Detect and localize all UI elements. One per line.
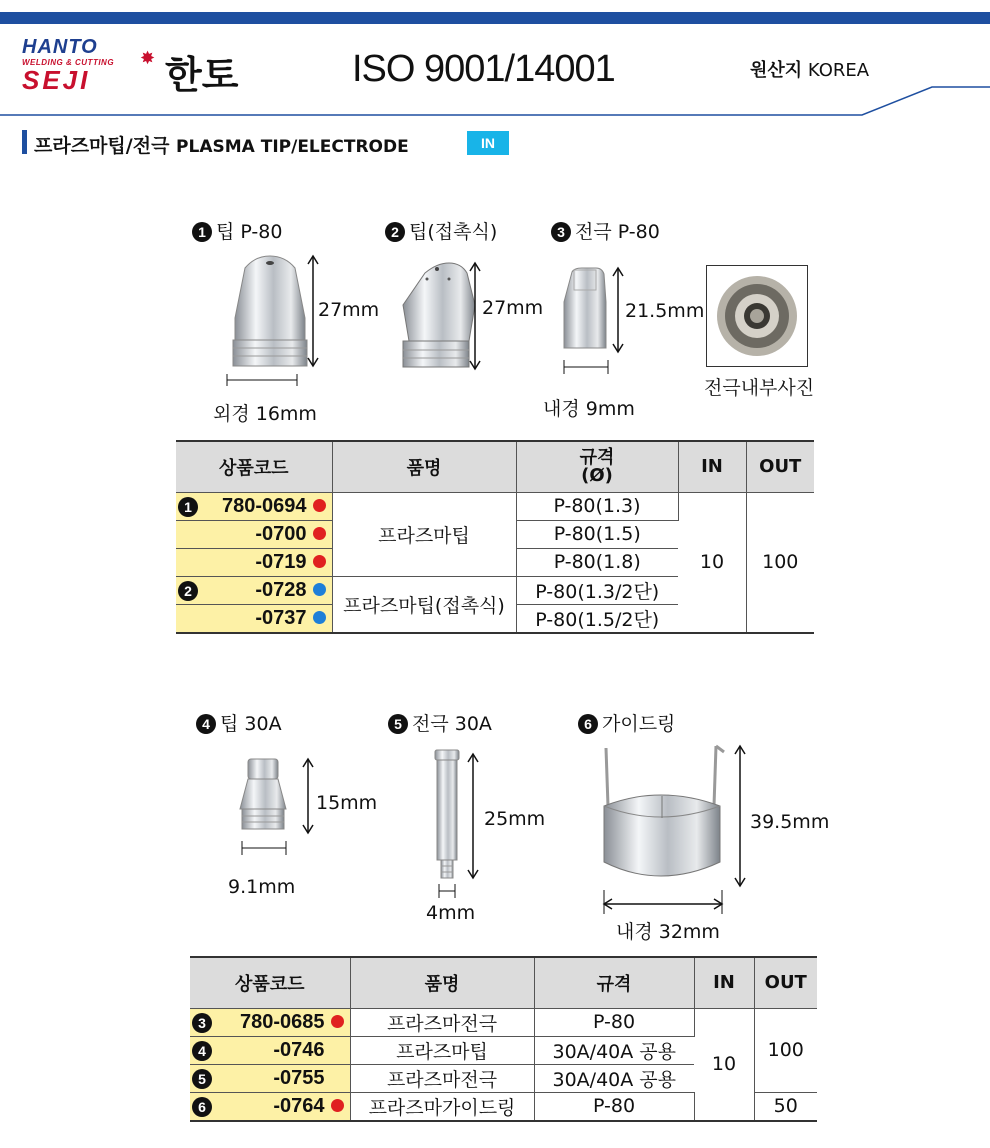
product-name: 팁 30A bbox=[220, 713, 282, 735]
red-dot-icon bbox=[331, 1099, 344, 1112]
product-spec: 30A/40A 공용 bbox=[534, 1064, 694, 1092]
logo-star-icon: ✸ bbox=[140, 48, 156, 69]
blue-dot-icon bbox=[313, 583, 326, 596]
brand-name: 한토 bbox=[165, 53, 239, 97]
product-spec: P-80(1.3) bbox=[516, 492, 678, 520]
product-name: 전극 P-80 bbox=[575, 221, 660, 243]
origin-info bbox=[750, 56, 869, 82]
product-code: -0719 bbox=[255, 550, 307, 573]
product-label-6 bbox=[578, 709, 675, 736]
product-code-cell bbox=[176, 520, 332, 548]
out-qty: 50 bbox=[754, 1092, 817, 1121]
product-code-cell bbox=[190, 1036, 350, 1064]
product-label-5 bbox=[388, 709, 492, 736]
product-name: 프라즈마팁(접촉식) bbox=[332, 576, 516, 633]
dot-spacer bbox=[331, 1071, 344, 1084]
product-number-badge: 3 bbox=[551, 222, 571, 242]
col-header-in: IN bbox=[694, 957, 754, 1008]
section-marker bbox=[22, 130, 27, 154]
product-code: -0746 bbox=[273, 1038, 325, 1061]
spec-table-2 bbox=[190, 956, 817, 1122]
in-qty: 10 bbox=[678, 492, 746, 633]
product-name: 프라즈마팁 bbox=[332, 492, 516, 576]
product-name: 프라즈마가이드링 bbox=[350, 1092, 534, 1121]
col-header-spec-line2: (Ø) bbox=[581, 464, 613, 486]
product-code-cell bbox=[176, 604, 332, 633]
product-code: -0764 bbox=[273, 1094, 325, 1117]
tip-p80-height: 27mm bbox=[318, 299, 380, 321]
dot-spacer bbox=[331, 1043, 344, 1056]
table-row bbox=[176, 492, 814, 520]
col-header-name: 품명 bbox=[332, 441, 516, 492]
row-number-badge: 5 bbox=[192, 1069, 212, 1089]
product-label-4 bbox=[196, 709, 282, 736]
red-dot-icon bbox=[313, 499, 326, 512]
product-name: 가이드링 bbox=[602, 713, 676, 735]
out-qty: 100 bbox=[754, 1008, 817, 1092]
product-spec: 30A/40A 공용 bbox=[534, 1036, 694, 1064]
guide-ring-height: 39.5mm bbox=[750, 811, 830, 833]
product-name: 팁 P-80 bbox=[216, 221, 283, 243]
product-label-3 bbox=[551, 217, 660, 244]
electrode-30a-width: 4mm bbox=[426, 902, 476, 924]
col-header-spec: 규격 bbox=[534, 957, 694, 1008]
product-number-badge: 1 bbox=[192, 222, 212, 242]
red-dot-icon bbox=[313, 527, 326, 540]
product-label-2 bbox=[385, 217, 497, 244]
product-spec: P-80 bbox=[534, 1008, 694, 1036]
origin-value: KOREA bbox=[807, 60, 870, 81]
row-number-badge: 6 bbox=[192, 1097, 212, 1117]
product-number-badge: 5 bbox=[388, 714, 408, 734]
product-spec: P-80(1.8) bbox=[516, 548, 678, 576]
row-number-badge: 3 bbox=[192, 1013, 212, 1033]
col-header-spec-line1: 규격 bbox=[579, 446, 615, 468]
product-code: -0737 bbox=[255, 606, 307, 629]
product-code: -0728 bbox=[255, 578, 307, 601]
electrode-p80-height: 21.5mm bbox=[625, 300, 705, 322]
product-name: 프라즈마전극 bbox=[350, 1064, 534, 1092]
product-number-badge: 2 bbox=[385, 222, 405, 242]
product-spec: P-80(1.5) bbox=[516, 520, 678, 548]
product-name: 팁(접촉식) bbox=[409, 221, 498, 243]
top-accent-bar bbox=[0, 12, 990, 24]
red-dot-icon bbox=[331, 1015, 344, 1028]
product-label-1 bbox=[192, 217, 282, 244]
row-number-badge: 4 bbox=[192, 1041, 212, 1061]
tip-30a-height: 15mm bbox=[316, 792, 378, 814]
logo-subtitle: WELDING & CUTTING bbox=[22, 58, 115, 67]
product-spec: P-80(1.5/2단) bbox=[516, 604, 678, 633]
electrode-30a-height: 25mm bbox=[484, 808, 546, 830]
electrode-30a-image bbox=[425, 750, 505, 910]
product-name: 전극 30A bbox=[412, 713, 492, 735]
guide-ring-width: 내경 32mm bbox=[616, 921, 720, 943]
iso-certification: ISO 9001/14001 bbox=[352, 48, 615, 90]
electrode-inner-photo bbox=[706, 265, 808, 367]
product-spec: P-80(1.3/2단) bbox=[516, 576, 678, 604]
tip-p80-image bbox=[215, 248, 325, 388]
product-number-badge: 6 bbox=[578, 714, 598, 734]
product-code-cell bbox=[176, 548, 332, 576]
product-code-cell bbox=[176, 492, 332, 520]
col-header-out: OUT bbox=[754, 957, 817, 1008]
inner-photo-caption: 전극내부사진 bbox=[704, 377, 815, 399]
tip-p80-width: 외경 16mm bbox=[213, 403, 317, 425]
origin-label: 원산지 bbox=[750, 60, 803, 81]
logo-seji-text: SEJI bbox=[22, 65, 91, 95]
tip-30a-width: 9.1mm bbox=[228, 876, 296, 898]
product-code: 780-0694 bbox=[221, 494, 307, 517]
guide-ring-image bbox=[596, 740, 756, 920]
tip-contact-height: 27mm bbox=[482, 297, 544, 319]
spec-table-1 bbox=[176, 440, 814, 634]
product-code: -0755 bbox=[273, 1066, 325, 1089]
product-spec: P-80 bbox=[534, 1092, 694, 1121]
product-code: -0700 bbox=[255, 522, 307, 545]
product-code: 780-0685 bbox=[239, 1010, 325, 1033]
col-header-out: OUT bbox=[746, 441, 814, 492]
table-row bbox=[190, 1008, 817, 1036]
col-header-in: IN bbox=[678, 441, 746, 492]
red-dot-icon bbox=[313, 555, 326, 568]
product-number-badge: 4 bbox=[196, 714, 216, 734]
tip-30a-image bbox=[230, 755, 320, 865]
product-code-cell bbox=[190, 1008, 350, 1036]
product-code-cell bbox=[190, 1064, 350, 1092]
electrode-p80-image bbox=[560, 262, 630, 392]
section-title-en: PLASMA TIP/ELECTRODE bbox=[176, 137, 409, 157]
col-header-spec bbox=[516, 441, 678, 492]
col-header-name: 품명 bbox=[350, 957, 534, 1008]
product-code-cell bbox=[190, 1092, 350, 1121]
in-qty: 10 bbox=[694, 1008, 754, 1121]
section-title-ko: 프라즈마팁/전극 bbox=[34, 135, 170, 157]
row-number-badge: 1 bbox=[178, 497, 198, 517]
blue-dot-icon bbox=[313, 611, 326, 624]
out-qty: 100 bbox=[746, 492, 814, 633]
col-header-code: 상품코드 bbox=[176, 441, 332, 492]
in-badge: IN bbox=[467, 131, 509, 155]
col-header-code: 상품코드 bbox=[190, 957, 350, 1008]
product-name: 프라즈마전극 bbox=[350, 1008, 534, 1036]
electrode-p80-width: 내경 9mm bbox=[543, 398, 635, 420]
row-number-badge: 2 bbox=[178, 581, 198, 601]
product-name: 프라즈마팁 bbox=[350, 1036, 534, 1064]
section-title bbox=[34, 131, 409, 158]
logo-hanto-text: HANTO bbox=[22, 36, 98, 58]
product-code-cell bbox=[176, 576, 332, 604]
